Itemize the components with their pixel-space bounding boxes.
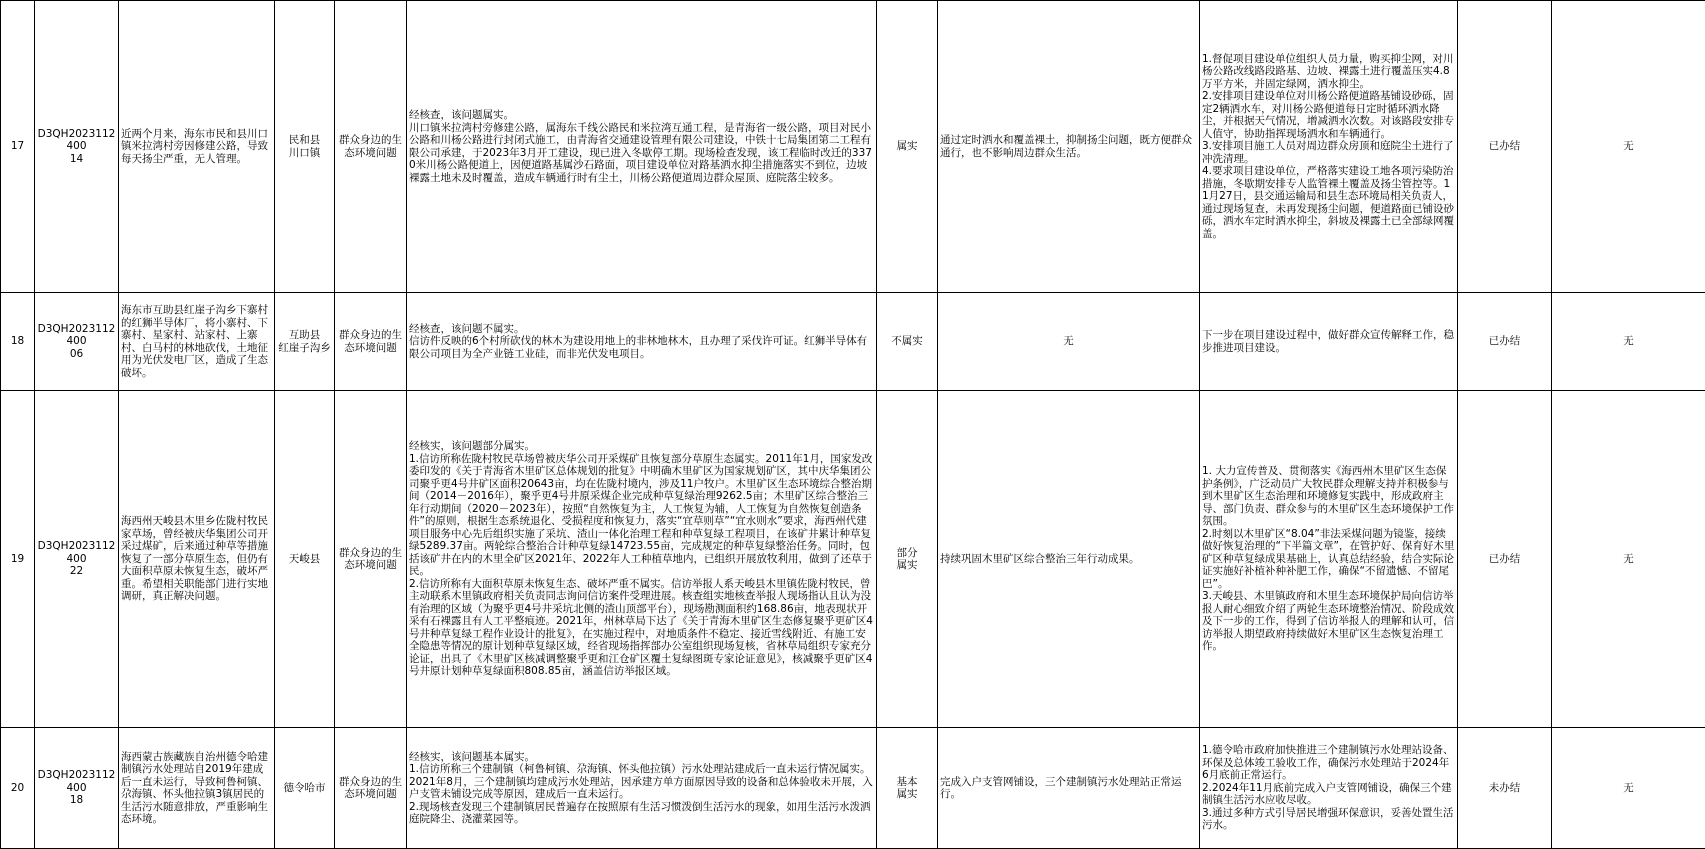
remark: 无	[1552, 293, 1705, 391]
verification-paragraph: 2.现场核查发现三个建制镇居民普遍存在按照原有生活习惯泼倒生活污水的现象，如用生活污水泼洒庭院降尘、浇灌菜园等。	[409, 801, 874, 826]
measure-item: 1. 大力宣传普及、贯彻落实《海西州木里矿区生态保护条例》，广泛动员广大牧民群众理解支持并积极参与到木里矿区生态治理和环境修复实践中，形成政府主导、部门负责、群众参与的木里矿区生态环境保护工作氛围。	[1202, 465, 1455, 528]
measure-item: 3.天峻县、木里镇政府和木里生态环境保护局向信访举报人耐心细致介绍了两轮生态环境整治情况、阶段成效及下一步的工作，得到了信访举报人的理解和认可，信访举报人期望政府持续做好木里矿区生态恢复治理工作。	[1202, 590, 1455, 653]
admin-area: 互助县 红崖子沟乡	[275, 293, 335, 391]
measure-item: 2.安排项目建设单位对川杨公路便道路基铺设砂砾，固定2辆洒水车，对川杨公路便道每日定时循环洒水降尘，并根据天气情况，增减洒水次数。对该路段安排专人值守，协助指挥现场洒水和车辆通行。	[1202, 90, 1455, 140]
expected-result: 通过定时洒水和覆盖裸土，抑制扬尘问题，既方便群众通行，也不影响周边群众生活。	[938, 1, 1200, 293]
row-number: 19	[1, 391, 35, 728]
verification-detail	[407, 391, 877, 728]
verification-paragraph: 1.信访所称佐陇村牧民草场曾被庆华公司开采煤矿且恢复部分草原生态属实。2011年1月，国家发改委印发的《关于青海省木里矿区总体规划的批复》中明确木里矿区为国家规划矿区，其中庆华集团公司聚乎更4号井矿区面积20643亩，均在佐陇村境内，涉及11户牧户。木里矿区生态环境综合整治期间（2014－2016年），聚乎更4号井原采煤企业完成种草复绿治理9262.5亩；木里矿区综合整治三年行动期间（2020－2023年），按照“自然恢复为主，人工恢复为辅，人工恢复为自然恢复创造条件”的原则，根据生态系统退化、受损程度和恢复力，落实“宜草则草”“宜水则水”要求，海西州代建项目服务中心先后组织实施了采坑、渣山一体化治理工程和种草复绿工程项目，在该矿井累计种草复绿5289.37亩。两轮综合整治合计种草复绿14723.55亩，完成规定的种草复绿整治任务。同时，包括该矿井在内的木里全矿区2021年、2022年人工种植草地内，已组织开展放牧利用，做到了还草于民。	[409, 453, 874, 578]
completion-status: 已办结	[1458, 1, 1552, 293]
table-row	[1, 293, 1705, 391]
verdict: 属实	[877, 1, 938, 293]
rectification-measures	[1200, 728, 1458, 849]
rectification-measures	[1200, 293, 1458, 391]
verification-paragraph: 2.信访所称有大面积草原未恢复生态、破坏严重不属实。信访举报人系天峻县木里镇佐陇村牧民，曾主动联系木里镇政府相关负责同志询问信访案件受理进展。核查组实地核查举报人现场指认且认为没有治理的区域（为聚乎更4号井采坑北侧的渣山顶部平台），现场勘测面积约168.86亩，地表现状开采有石裸露且有人工平整痕迹。2021年，州林草局下达了《关于青海木里矿区生态修复聚乎更矿区4号井种草复绿工程作业设计的批复》，在实施过程中，对地质条件不稳定、接近雪线附近、有施工安全隐患等情况的原计划种草复绿区域，经省现场指挥部办公室组织现场复核，省林草局组织专家充分论证，出具了《木里矿区核减调整聚乎更和江仓矿区覆土复绿图斑专家论证意见》，核减聚乎更矿区4号井原计划种草复绿面积808.85亩，涵盖信访举报区域。	[409, 578, 874, 678]
remark: 无	[1552, 1, 1705, 293]
measure-item: 2.2024年11月底前完成入户支管网铺设，确保三个建制镇生活污水应收尽收。	[1202, 782, 1455, 807]
measure-item: 下一步在项目建设过程中，做好群众宣传解释工作，稳步推进项目建设。	[1202, 329, 1455, 354]
case-code: D3QH2023112400 22	[35, 391, 119, 728]
measure-item: 3.通过多种方式引导居民增强环保意识，妥善处置生活污水。	[1202, 807, 1455, 832]
row-number: 18	[1, 293, 35, 391]
verification-paragraph: 经核实，该问题基本属实。	[409, 751, 874, 764]
expected-result: 无	[938, 293, 1200, 391]
verification-detail	[407, 1, 877, 293]
table-row	[1, 1, 1705, 293]
verification-paragraph: 1.信访所称三个建制镇（柯鲁柯镇、尕海镇、怀头他拉镇）污水处理站建成后一直未运行情况属实。2021年8月，三个建制镇均建成污水处理站，因承建方单方面原因导致的设备和总体验收未开展，入户支管未铺设完成等原因，建成后一直未运行。	[409, 763, 874, 801]
verification-paragraph: 信访件反映的6个村所砍伐的林木为建设用地上的非林地林木，且办理了采伐许可证。红狮半导体有限公司项目为全产业链工业硅，而非光伏发电项目。	[409, 335, 874, 360]
verification-detail	[407, 728, 877, 849]
problem-type: 群众身边的生态环境问题	[335, 1, 407, 293]
table-body	[1, 1, 1705, 849]
expected-result: 持续巩固木里矿区综合整治三年行动成果。	[938, 391, 1200, 728]
complaint-content: 海西州天峻县木里乡佐陇村牧民家草场，曾经被庆华集团公司开采过煤矿，后来通过种草等措施恢复了一部分草原生态，但仍有大面积草原未恢复生态，破坏严重。希望相关职能部门进行实地调研，真正解决问题。	[119, 391, 275, 728]
measure-item: 4.要求项目建设单位，严格落实建设工地各项污染防治措施，冬歇期安排专人监管裸土覆盖及扬尘管控等。11月27日，县交通运输局和县生态环境局相关负责人，通过现场复查，未再发现扬尘问题，便道路面已铺设砂砾，洒水车定时洒水抑尘，斜坡及裸露土已全部绿网覆盖。	[1202, 165, 1455, 240]
verification-paragraph: 川口镇米拉湾村旁修建公路，属海东千线公路民和米拉湾互通工程，是青海省一级公路，项目对民小公路和川杨公路进行封闭式施工，由青海省交通建设管理有限公司建设，中铁十七局集团第二工程有限公司承建，于2023年3月开工建设，现已进入冬歇停工期。现场检查发现，该工程临时改迁的3370米川杨公路便道上，因便道路基属沙石路面，项目建设单位对路基洒水抑尘措施落实不到位，边坡裸露土地未及时覆盖，造成车辆通行时有尘土，川杨公路便道周边群众屋顶、庭院落尘较多。	[409, 122, 874, 185]
verification-paragraph: 经核查，该问题属实。	[409, 109, 874, 122]
problem-type: 群众身边的生态环境问题	[335, 293, 407, 391]
measure-item: 1.德令哈市政府加快推进三个建制镇污水处理站设备、环保及总体竣工验收工作，确保污水处理站于2024年6月底前正常运行。	[1202, 744, 1455, 782]
complaint-content: 海西蒙古族藏族自治州德令哈建制镇污水处理站自2019年建成后一直未运行，导致柯鲁柯镇、尕海镇、怀头他拉镇3镇居民的生活污水随意排放，严重影响生态环境。	[119, 728, 275, 849]
problem-type: 群众身边的生态环境问题	[335, 728, 407, 849]
complaint-content: 近两个月来，海东市民和县川口镇米拉湾村旁因修建公路，导致每天扬尘严重，无人管理。	[119, 1, 275, 293]
case-code: D3QH2023112400 06	[35, 293, 119, 391]
table-row	[1, 728, 1705, 849]
complaint-content: 海东市互助县红崖子沟乡下寨村的红狮半导体厂，将小寨村、下寨村、星家村、站家村、上寨村、白马村的林地砍伐，土地征用为光伏发电厂区，造成了生态破坏。	[119, 293, 275, 391]
measure-item: 2.时刻以木里矿区“8.04”非法采煤问题为镜鉴，接续做好恢复治理的“下半篇文章”，在管护好、保育好木里矿区种草复绿成果基础上，认真总结经验，结合实际论证实施好补植补种补肥工作，确保“不留遗憾、不留尾巴”。	[1202, 528, 1455, 591]
verification-paragraph: 经核查，该问题不属实。	[409, 323, 874, 336]
remark: 无	[1552, 391, 1705, 728]
completion-status: 未办结	[1458, 728, 1552, 849]
admin-area: 德令哈市	[275, 728, 335, 849]
expected-result: 完成入户支管网铺设，三个建制镇污水处理站正常运行。	[938, 728, 1200, 849]
verdict: 基本 属实	[877, 728, 938, 849]
verification-detail	[407, 293, 877, 391]
verdict: 不属实	[877, 293, 938, 391]
admin-area: 天峻县	[275, 391, 335, 728]
verdict: 部分 属实	[877, 391, 938, 728]
measure-item: 1.督促项目建设单位组织人员力量，购买抑尘网，对川杨公路改线路段路基、边坡、裸露土进行覆盖压实4.8万平方米，并固定绿网，洒水抑尘。	[1202, 53, 1455, 91]
measure-item: 3.安排项目施工人员对周边群众房顶和庭院尘土进行了冲洗清理。	[1202, 140, 1455, 165]
completion-status: 已办结	[1458, 293, 1552, 391]
problem-type: 群众身边的生态环境问题	[335, 391, 407, 728]
rectification-measures	[1200, 391, 1458, 728]
completion-status: 已办结	[1458, 391, 1552, 728]
verification-paragraph: 经核实，该问题部分属实。	[409, 440, 874, 453]
table-row	[1, 391, 1705, 728]
admin-area: 民和县 川口镇	[275, 1, 335, 293]
case-code: D3QH2023112400 18	[35, 728, 119, 849]
rectification-measures	[1200, 1, 1458, 293]
row-number: 17	[1, 1, 35, 293]
case-code: D3QH2023112400 14	[35, 1, 119, 293]
row-number: 20	[1, 728, 35, 849]
remark: 无	[1552, 728, 1705, 849]
